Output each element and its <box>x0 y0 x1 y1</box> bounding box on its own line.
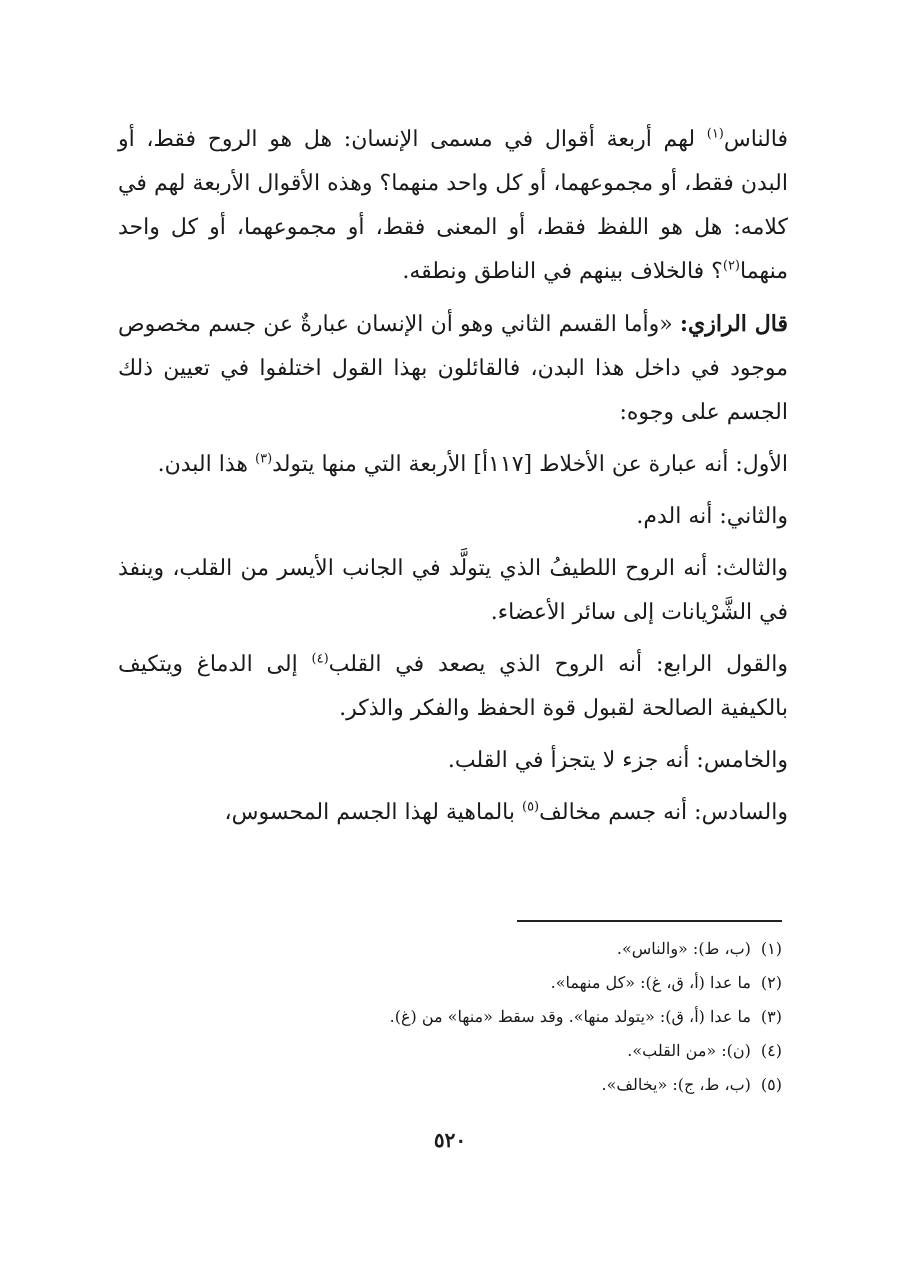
footnotes <box>112 932 782 1102</box>
text-segment: هذا البدن. <box>157 452 255 477</box>
paragraph <box>118 739 788 783</box>
text-segment: بالماهية لهذا الجسم المحسوس، <box>224 800 522 825</box>
footnote-ref[interactable]: (٣) <box>255 451 273 467</box>
text-segment: لهم أربعة أقوال في مسمى الإنسان: هل هو الروح فقط، أو البدن فقط، أو مجموعهما، أو كل واحد منهما؟ وهذه الأقوال الأربعة لهم في كلامه: هل هو اللفظ فقط، أو المعنى فقط، أو مجموعهما، أو كل واحد منهما <box>118 127 788 284</box>
paragraph <box>118 495 788 539</box>
paragraph <box>118 302 788 435</box>
footnote-number: (١) <box>760 939 782 958</box>
text-segment: والخامس: أنه جزء لا يتجزأ في القلب. <box>447 748 788 773</box>
main-text <box>118 118 788 843</box>
text-segment: ؟ فالخلاف بينهم في الناطق ونطقه. <box>402 259 723 284</box>
footnote-item <box>112 966 782 1000</box>
paragraph <box>118 791 788 835</box>
footnote-item <box>112 1034 782 1068</box>
page-number: ٥٢٠ <box>433 1128 467 1152</box>
text-segment: والسادس: أنه جسم مخالف <box>539 800 788 825</box>
text-segment: والثاني: أنه الدم. <box>636 504 788 529</box>
text-segment: إلى الدماغ ويتكيف بالكيفية الصالحة لقبول قوة الحفظ والفكر والذكر. <box>118 652 788 721</box>
text-segment: «وأما القسم الثاني وهو أن الإنسان عبارةٌ عن جسم مخصوص موجود في داخل هذا البدن، فالقائلون بهذا القول اختلفوا في تعيين ذلك الجسم على وجوه: <box>118 312 788 425</box>
footnote-ref[interactable]: (٤) <box>311 651 329 667</box>
footnote-text: ما عدا (أ، ق): «يتولد منها». وقد سقط «منها» من (غ). <box>389 1007 751 1026</box>
paragraph <box>118 643 788 731</box>
footnote-text: (ب، ط): «والناس». <box>616 939 751 958</box>
footnote-text: (ب، ط، ج): «يخالف». <box>601 1075 751 1094</box>
footnote-ref[interactable]: (١) <box>706 126 724 142</box>
text-segment: الأول: أنه عبارة عن الأخلاط [١١٧أ] الأربعة التي منها يتولد <box>272 452 788 477</box>
footnote-number: (٢) <box>760 973 782 992</box>
footnote-item <box>112 932 782 966</box>
footnote-divider <box>517 920 782 922</box>
footnote-number: (٥) <box>760 1075 782 1094</box>
paragraph <box>118 547 788 635</box>
footnote-item <box>112 1000 782 1034</box>
footnote-text: ما عدا (أ، ق، غ): «كل منهما». <box>550 973 751 992</box>
footnote-ref[interactable]: (٢) <box>722 258 740 274</box>
text-segment: والقول الرابع: أنه الروح الذي يصعد في القلب <box>328 652 788 677</box>
footnote-number: (٤) <box>760 1041 782 1060</box>
speaker-lead: قال الرازي: <box>679 311 788 337</box>
footnote-item <box>112 1068 782 1102</box>
text-segment: فالناس <box>723 127 788 152</box>
paragraph <box>118 443 788 487</box>
footnote-ref[interactable]: (٥) <box>521 799 540 815</box>
paragraph <box>118 118 788 294</box>
footnote-text: (ن): «من القلب». <box>627 1041 751 1060</box>
footnote-number: (٣) <box>760 1007 782 1026</box>
text-segment: والثالث: أنه الروح اللطيفُ الذي يتولَّد في الجانب الأيسر من القلب، وينفذ في الشَّرْيانات إلى سائر الأعضاء. <box>118 556 788 625</box>
